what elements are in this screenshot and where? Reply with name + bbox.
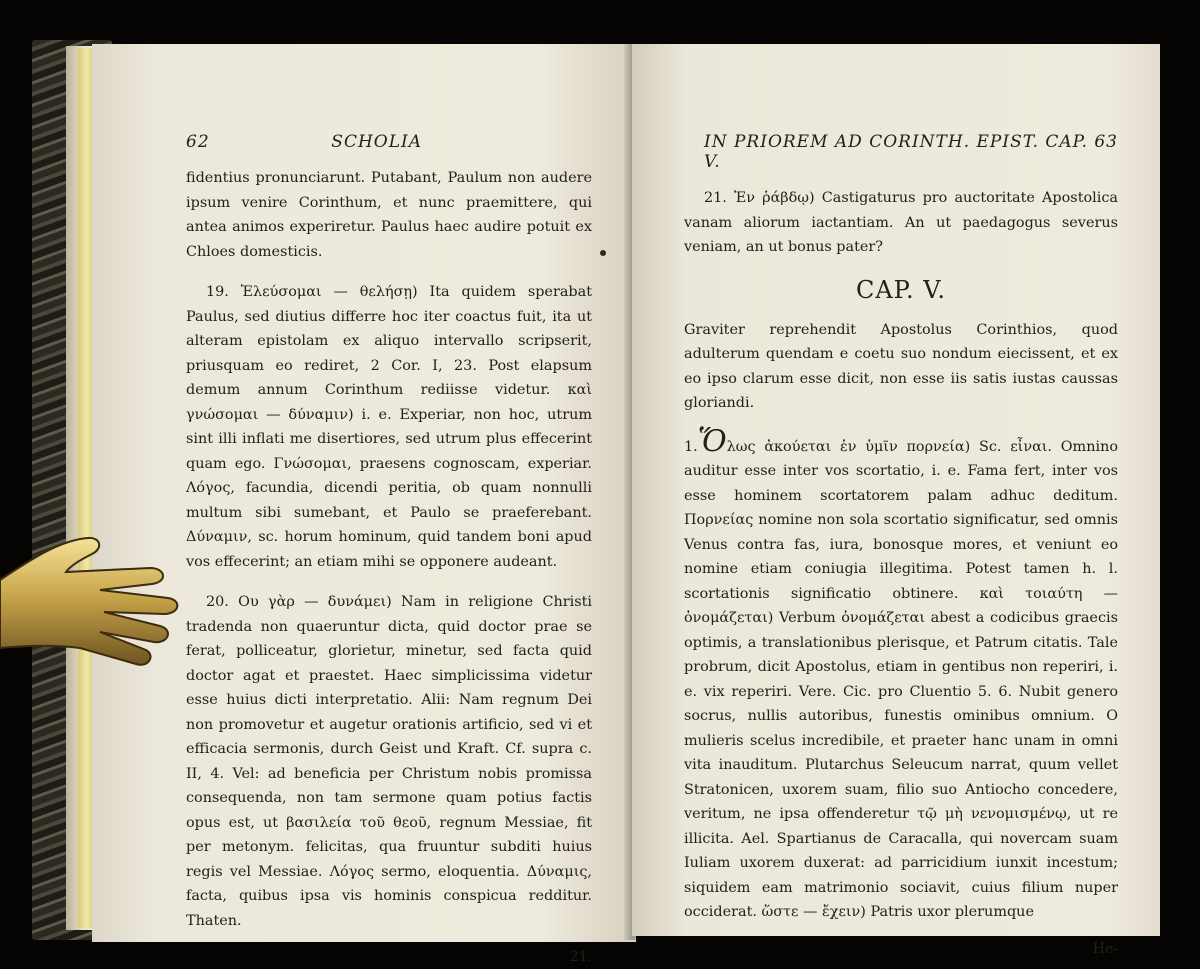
right-page-text	[684, 186, 1118, 957]
paragraph-body: λως ἀκούεται ἐν ὑμῖν πορνεία) Sc. εἶναι. Omnino auditur esse inter vos scortatio, i. e. Fama fert, inter vos esse hominem scortatorem palam adhuc deditum. Πορνείας nomine non sola scortatio significatur, sed omnis Venus contra fas, iura, bonosque mores, et veniunt eo nomine etiam coniugia illegitima. Potest tamen h. l. scortationis significatio obtinere. καὶ τοιαύτη — ὀνομάζεται) Verbum ὀνομάζεται abest a codicibus graecis optimis, a translationibus plerisque, et Patrum citatis. Tale probrum, dicit Apostolus, etiam in gentibus non reperiri, i. e. vix reperiri. Vere. Cic. pro Cluentio 5. 6. Nubit genero socrus, nullis autoribus, funestis ominibus omnium. O mulieris scelus incredibile, et praeter hanc unam in omni vita inauditum. Plutarchus Seleucum narrat, quum vellet Stratonicen, uxorem suam, filio suo Antiocho concedere, veritum, ne ipsa offenderetur τῷ μὴ νενομισμένῳ, ut re illicita. Ael. Spartianus de Caracalla, qui novercam suam Iuliam uxorem duxerat: ad parricidium iunxit incestum; siquidem eam matrimonio sociavit, cuius filium nuper occiderat. ὥστε — ἔχειν) Patris uxor plerumque	[684, 438, 1118, 920]
catchword: He-	[1092, 940, 1118, 957]
paragraph: fidentius pronunciarunt. Putabant, Paulum non audere ipsum venire Corinthum, et nunc praemittere, qui antea animos experiretur. Paulus haec audire potuit ex Chloes domesticis.	[186, 170, 592, 260]
catchword: 21.	[569, 949, 592, 965]
chapter-title: CAP. V.	[855, 275, 946, 304]
left-running-head	[186, 132, 592, 152]
ink-spot	[600, 250, 606, 256]
right-page	[632, 44, 1160, 957]
right-running-title: IN PRIOREM AD CORINTH. EPIST. CAP. V.	[704, 132, 1089, 172]
right-running-head	[684, 132, 1118, 172]
paragraph	[684, 423, 1118, 925]
left-running-title: SCHOLIA	[331, 132, 422, 152]
paragraph: 19. Ἐλεύσομαι — θελήσῃ) Ita quidem sperabat Paulus, sed diutius differre hoc iter coactus fuit, ita ut alteram epistolam ex aliquo intervallo scripserit, priusquam eo rediret, 2 Cor. I, 23. Post elapsum demum annum Corinthum rediisse videtur. καὶ γνώσομαι — δύναμιν) i. e. Experiar, non hoc, utrum sint illi inflati me disertiores, sed utrum plus effecerint quam ego. Γνώσομαι, praesens cognoscam, experiar. Λόγος, facundia, dicendi peritia, ob quam nonnulli multum sibi sumebant, et Paulo se praeferebant. Δύναμιν, sc. horum hominum, quid tandem boni apud vos effecerint; an etiam mihi se opponere audeant.	[186, 284, 592, 570]
left-page	[92, 44, 636, 965]
chapter-summary: Graviter reprehendit Apostolus Corinthios, quod adulterum quendam e coetu suo nondum eiecissent, et ex eo ipso clarum esse dicit, non esse iis satis iustas caussas gloriandi.	[684, 321, 1118, 411]
paragraph: 20. Ου γὰρ — δυνάμει) Nam in religione Christi tradenda non quaeruntur dicta, quid doctor prae se ferat, polliceatur, glorietur, minetur, sed facta quid doctor agat et praestet. Haec simplicissima videtur esse huius dicti interpretatio. Alii: Nam regnum Dei non promovetur et augetur orationis artificio, sed vi et efficacia sermonis, durch Geist und Kraft. Cf. supra c. II, 4. Vel: ad beneficia per Christum nobis promissa consequenda, non tam sermone quam potius factis opus est, ut βασιλεία τοῦ θεοῦ, regnum Messiae, fit per metonym. felicitas, qua fruuntur subditi huius regis vel Messiae. Λόγος sermo, eloquentia. Δύναμις, facta, quibus ipsa vis hominis conspicua redditur. Thaten.	[186, 594, 592, 929]
verse-number: 1.	[684, 438, 698, 455]
left-page-text	[186, 166, 592, 965]
brass-hand-bookmark	[0, 520, 190, 690]
initial-letter: Ὅ	[697, 423, 727, 459]
paragraph: 21. Ἐν ῥάβδῳ) Castigaturus pro auctoritate Apostolica vanam aliorum iactantiam. An ut paedagogus severus veniam, an ut bonus pater?	[684, 190, 1118, 255]
right-page-number: 63	[1094, 132, 1118, 152]
left-page-number: 62	[186, 132, 210, 152]
